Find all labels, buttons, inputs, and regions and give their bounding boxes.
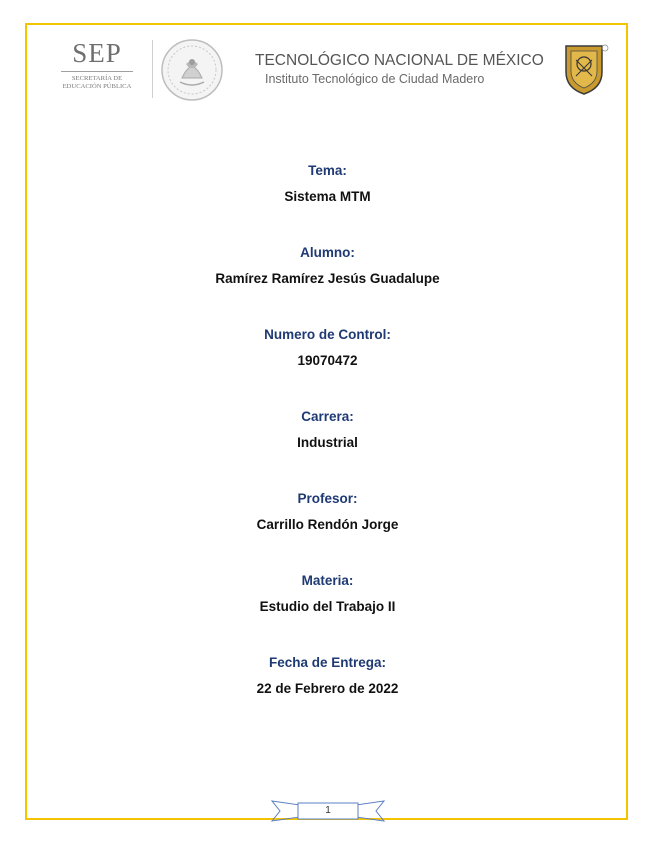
sep-logo: [48, 40, 146, 96]
field-label: Tema:: [308, 163, 347, 178]
sep-rule: [61, 71, 133, 72]
field-label: Fecha de Entrega:: [268, 655, 387, 670]
field-value: Ramírez Ramírez Jesús Guadalupe: [215, 271, 440, 286]
page-number: 1: [325, 805, 331, 816]
field-label: Profesor:: [297, 491, 358, 506]
field-value: Carrillo Rendón Jorge: [256, 517, 399, 532]
field-value: Estudio del Trabajo II: [259, 599, 396, 614]
field-fecha-de-entrega: [0, 652, 655, 734]
field-label: Materia:: [301, 573, 354, 588]
institution-line1: TECNOLÓGICO NACIONAL DE MÉXICO: [255, 52, 544, 69]
field-carrera: [0, 406, 655, 488]
sep-title: SEP: [72, 38, 122, 68]
sep-subtitle-line2: EDUCACIÓN PÚBLICA: [62, 83, 132, 90]
cover-fields: [0, 160, 655, 734]
sep-subtitle-line1: SECRETARÍA DE: [71, 75, 123, 82]
field-value: 19070472: [297, 353, 358, 368]
field-label: Carrera:: [301, 409, 354, 424]
page-number-footer: [270, 797, 386, 823]
field-materia: [0, 570, 655, 652]
header: [0, 0, 655, 120]
field-value: Sistema MTM: [284, 189, 371, 204]
header-divider: [152, 40, 153, 98]
field-alumno: [0, 242, 655, 324]
field-numero-de-control: [0, 324, 655, 406]
field-tema: [0, 160, 655, 242]
field-label: Alumno:: [300, 245, 355, 260]
institution-line2: Instituto Tecnológico de Ciudad Madero: [265, 72, 485, 86]
field-value: 22 de Febrero de 2022: [256, 681, 399, 696]
field-value: Industrial: [297, 435, 358, 450]
mexico-coat-of-arms-seal-icon: [160, 38, 224, 102]
institution-name: [255, 52, 545, 88]
field-label: Numero de Control:: [264, 327, 391, 342]
itcm-shield-logo-icon: [562, 42, 610, 96]
field-profesor: [0, 488, 655, 570]
